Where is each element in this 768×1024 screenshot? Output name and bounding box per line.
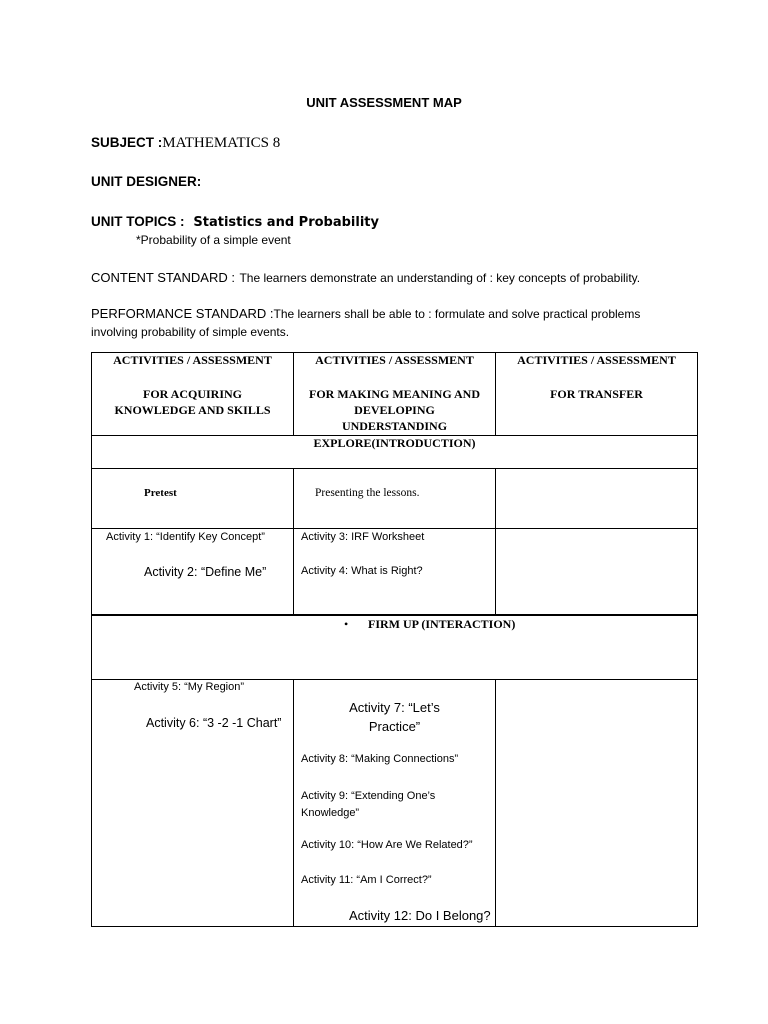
row-divider	[91, 528, 698, 529]
activity-2: Activity 2: “Define Me”	[144, 565, 267, 579]
content-standard-text: The learners demonstrate an understanding of : key concepts of probability.	[239, 271, 641, 285]
subject-line	[91, 134, 280, 152]
row-divider	[91, 614, 698, 616]
activity-8: Activity 8: “Making Connections”	[301, 753, 459, 765]
subject-label: SUBJECT :	[91, 135, 163, 150]
pretest-label: Pretest	[144, 487, 177, 499]
activity-9-line-1: Activity 9: “Extending One’s	[301, 790, 436, 802]
column-header-transfer	[496, 352, 697, 402]
column-header-meaning	[294, 352, 495, 434]
activity-7-line-1: Activity 7: “Let’s	[349, 700, 440, 715]
column-subheading: UNDERSTANDING	[341, 419, 448, 433]
row-divider	[91, 468, 698, 469]
subject-value: MATHEMATICS 8	[162, 135, 281, 151]
content-standard-label: CONTENT STANDARD :	[91, 270, 235, 285]
unit-topics-value: Statistics and Probability	[193, 215, 379, 230]
activity-6: Activity 6: “3 -2 -1 Chart”	[146, 716, 282, 730]
performance-standard-text-1: The learners shall be able to : formulate and solve practical problems	[273, 307, 641, 321]
column-heading: ACTIVITIES / ASSESSMENT	[517, 353, 676, 367]
column-subheading: FOR MAKING MEANING AND	[309, 387, 480, 401]
activity-9	[301, 788, 435, 822]
col-divider	[293, 468, 294, 615]
col-divider	[495, 679, 496, 927]
column-subheading: KNOWLEDGE AND SKILLS	[114, 403, 271, 417]
column-subheading: FOR ACQUIRING	[142, 387, 242, 401]
column-heading: ACTIVITIES / ASSESSMENT	[113, 353, 272, 367]
activity-4: Activity 4: What is Right?	[301, 565, 423, 577]
explore-heading: EXPLORE(INTRODUCTION)	[313, 436, 476, 450]
column-heading: ACTIVITIES / ASSESSMENT	[315, 353, 474, 367]
unit-topics-line	[91, 213, 379, 231]
table-border-right	[697, 352, 698, 927]
col-divider	[495, 468, 496, 615]
activity-12: Activity 12: Do I Belong?	[349, 908, 491, 923]
content-standard-line	[91, 269, 640, 287]
activity-7-line-2: Practice”	[368, 719, 421, 734]
unit-topic-sub: *Probability of a simple event	[136, 233, 291, 247]
activity-9-line-2: Knowledge”	[301, 807, 360, 819]
activity-7	[294, 698, 495, 736]
unit-topics-label: UNIT TOPICS :	[91, 214, 185, 229]
performance-standard-line	[91, 305, 640, 323]
unit-designer-label: UNIT DESIGNER:	[91, 174, 202, 189]
presenting-lessons: Presenting the lessons.	[315, 487, 420, 499]
page-title: UNIT ASSESSMENT MAP	[306, 95, 462, 110]
row-divider	[91, 679, 698, 680]
activity-5: Activity 5: “My Region”	[134, 681, 245, 693]
activity-1: Activity 1: “Identify Key Concept”	[106, 531, 265, 543]
firm-up-heading: FIRM UP (INTERACTION)	[368, 617, 516, 631]
performance-standard-label: PERFORMANCE STANDARD :	[91, 306, 274, 321]
column-subheading: FOR TRANSFER	[550, 387, 643, 401]
table-border-bottom	[91, 926, 698, 927]
performance-standard-text-2: involving probability of simple events.	[91, 325, 290, 339]
activity-10: Activity 10: “How Are We Related?”	[301, 839, 473, 851]
firm-up-bullet: •	[344, 617, 349, 631]
activity-3: Activity 3: IRF Worksheet	[301, 531, 425, 543]
column-header-acquiring	[92, 352, 293, 418]
column-subheading: DEVELOPING	[354, 403, 435, 417]
activity-11: Activity 11: “Am I Correct?”	[301, 874, 432, 886]
